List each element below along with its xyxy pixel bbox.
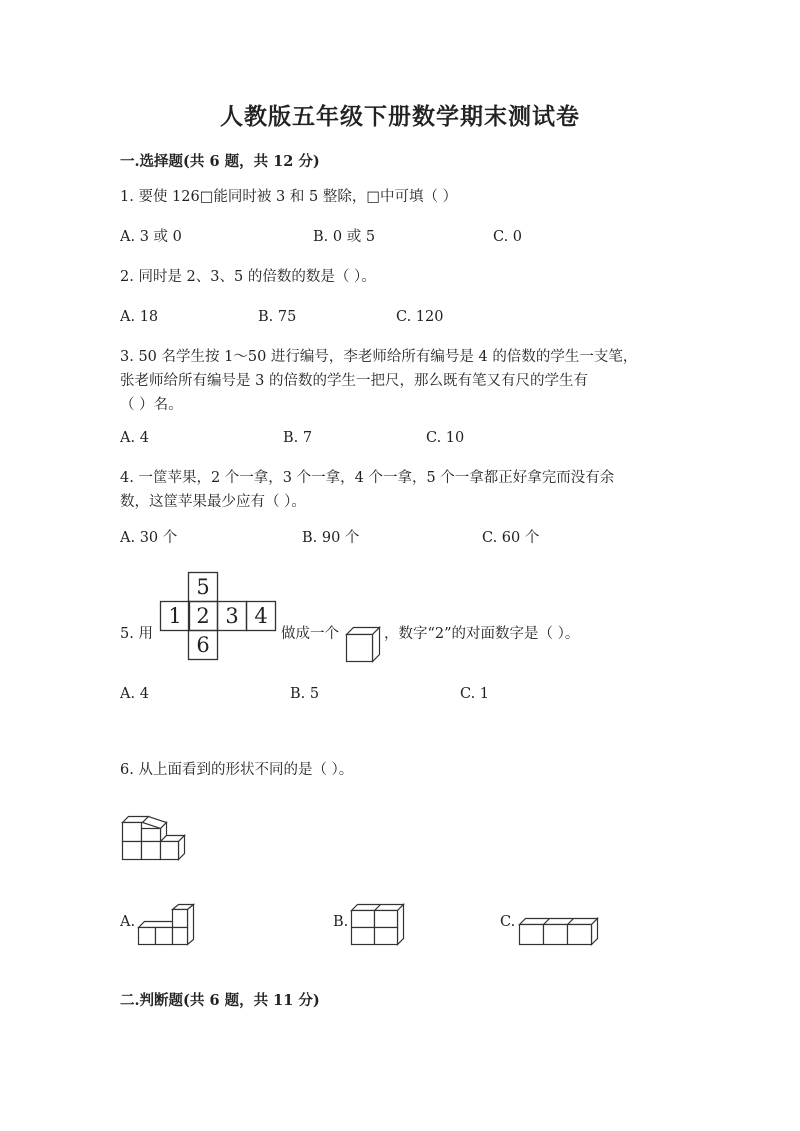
question-5-option-c[interactable]: C. 1 bbox=[460, 686, 490, 702]
question-3-line-3: （ ）名。 bbox=[120, 397, 183, 413]
question-5-option-b[interactable]: B. 5 bbox=[290, 686, 320, 702]
question-6-solid-figure bbox=[122, 816, 186, 860]
net-digit-center: 2 bbox=[196, 604, 210, 628]
section-heading-true-false: 二.判断题(共 6 题，共 11 分) bbox=[120, 992, 320, 1009]
net-digit-left: 1 bbox=[168, 604, 182, 628]
question-4-option-c[interactable]: C. 60 个 bbox=[482, 530, 540, 546]
question-3-line-1: 3. 50 名学生按 1～50 进行编号，李老师给所有编号是 4 的倍数的学生一支笔， bbox=[120, 349, 638, 365]
question-6-option-a[interactable]: A. bbox=[120, 914, 136, 930]
question-6-option-c[interactable]: C. bbox=[500, 914, 516, 930]
question-5-suffix: ，数字“2”的对面数字是（ ）。 bbox=[384, 626, 580, 642]
question-6-text: 6. 从上面看到的形状不同的是（ ）。 bbox=[120, 762, 354, 778]
net-digit-right: 3 bbox=[225, 604, 239, 628]
question-5-prefix: 5. 用 bbox=[120, 626, 153, 642]
question-6-option-c-figure bbox=[519, 918, 599, 945]
question-1-option-c[interactable]: C. 0 bbox=[493, 229, 523, 245]
question-2-option-c[interactable]: C. 120 bbox=[396, 309, 444, 325]
question-2-option-b[interactable]: B. 75 bbox=[258, 309, 297, 325]
net-digit-far-right: 4 bbox=[254, 604, 268, 628]
question-3-option-c[interactable]: C. 10 bbox=[426, 430, 465, 446]
question-6-option-b[interactable]: B. bbox=[333, 914, 349, 930]
question-4-option-b[interactable]: B. 90 个 bbox=[302, 530, 360, 546]
question-4-line-1: 4. 一筐苹果，2 个一拿，3 个一拿，4 个一拿，5 个一拿都正好拿完而没有余 bbox=[120, 470, 615, 486]
question-2-option-a[interactable]: A. 18 bbox=[120, 309, 159, 325]
question-6-option-b-figure bbox=[351, 904, 405, 945]
question-1-option-a[interactable]: A. 3 或 0 bbox=[120, 229, 182, 245]
question-3-option-b[interactable]: B. 7 bbox=[283, 430, 313, 446]
question-2-text: 2. 同时是 2、3、5 的倍数的数是（ ）。 bbox=[120, 269, 376, 285]
question-1-option-b[interactable]: B. 0 或 5 bbox=[313, 229, 376, 245]
cube-icon bbox=[346, 627, 380, 662]
question-3-line-2: 张老师给所有编号是 3 的倍数的学生一把尺，那么既有笔又有尺的学生有 bbox=[120, 373, 588, 389]
question-4-line-2: 数，这筐苹果最少应有（ ）。 bbox=[120, 494, 306, 510]
page-title: 人教版五年级下册数学期末测试卷 bbox=[220, 103, 580, 130]
section-heading-choice: 一.选择题(共 6 题，共 12 分) bbox=[120, 153, 320, 170]
question-3-option-a[interactable]: A. 4 bbox=[120, 430, 149, 446]
question-4-option-a[interactable]: A. 30 个 bbox=[120, 530, 178, 546]
cube-net-figure bbox=[160, 572, 276, 660]
question-1-text: 1. 要使 126□能同时被 3 和 5 整除，□中可填（ ） bbox=[120, 189, 458, 205]
net-digit-bottom: 6 bbox=[196, 633, 210, 657]
question-5-option-a[interactable]: A. 4 bbox=[120, 686, 149, 702]
question-6-option-a-figure bbox=[138, 904, 196, 945]
question-5-middle: 做成一个 bbox=[281, 626, 339, 642]
net-digit-top: 5 bbox=[196, 575, 210, 599]
